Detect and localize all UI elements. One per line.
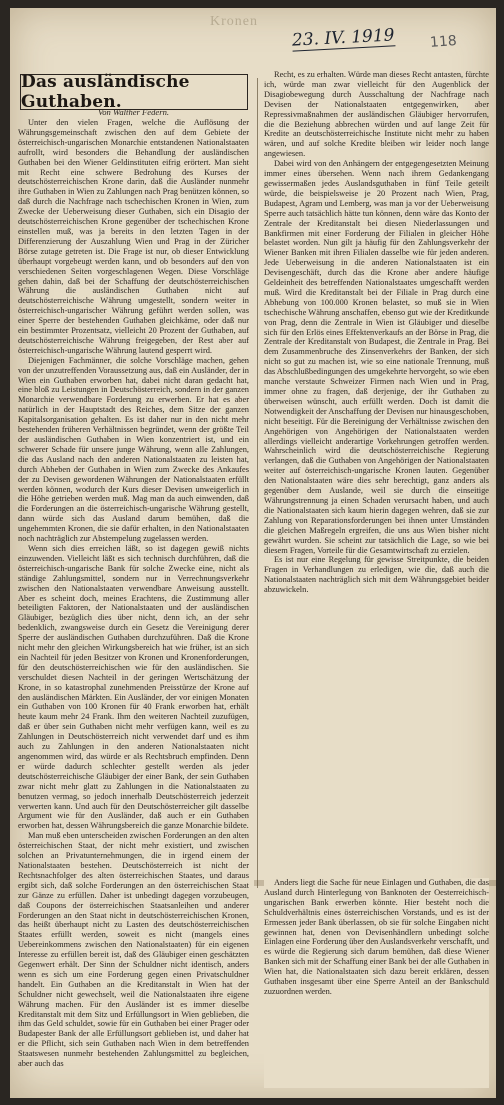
- paragraph: Man muß eben unterscheiden zwischen Forderungen an den alten österreichischen Staat, der nicht mehr existiert, und zwischen solchen an Privatunternehmungen, die in irgend einem der Nationalstaaten bestehen. Deutschösterreich ist nicht der Rechtsnachfolger des alten österreichischen Staates, und daraus ergibt sich, daß solche Forderungen an den österreichischen Staat zur Gänze zu erfüllen. Daher ist unbedingt dagegen vorzubeugen, daß Coupons der österreichischen Staatsanleihen und anderer Forderungen an den Staat nicht in deutschösterreichischen Kronen, das heißt überhaupt nicht zu Lasten des deutschösterreichischen Staates erfüllt werden, soweit es nicht (mangels eines Uebereinkommens zwischen den Nationalstaaten) für ein eigenen Interesse zu erfüllen bereit ist, daß des Gläubiger einen geschätzten Gegenwert erhält. Der Sinn der Schuldner nicht identisch, anders wenn es sich um eine Forderung gegen einen Privatschuldner handelt. Ein Guthaben an die Kreditanstalt in Wien hat der Schuldner nicht gewechselt, weil die Nationalstaaten ihre eigene Währung machen. Für den Ausländer ist es immer dieselbe Kreditanstalt mit dem Sitz und Erfüllungsort in Wien geblieben, die ihm das Geld schuldet, sowie für ein Guthaben bei einer Prager oder Budapester Bank der alle Erfüllungsort geblieben ist, und daher hat er die Pflicht, sich sein Guthaben nach Wien in dem betreffenden Staatswesen nunmehr bestehenden Zahlungsmittel zu begleichen, aber auch das: [18, 831, 249, 1069]
- left-column: [18, 118, 249, 1086]
- right-column: [264, 70, 489, 875]
- column-divider: [257, 78, 258, 888]
- paragraph: Dabei wird von den Anhängern der entgegengesetzten Meinung immer eines übersehen. Wenn nach ihrem Gedankengang gewissermaßen jedes Auslandsguthaben in fünf Teile geteilt würde, die beispielsweise je 20 Prozent nach Wien, Prag, Budapest, Agram und Lemberg, was man ja vor der Ueberweisung Sperre auch tatsächlich hätte tun können, denn wäre das Konto der Zentrale der Kreditanstalt bei diesen Niederlassungen und Bankfirmen mit einer Forderung der Filialen in gleicher Höhe belastet worden. Nun gilt ja häufig für den Zahlungsverkehr der Wiener Banken mit ihren Filialen dasselbe wie für jeden anderen. Jede Ueberweisung in die anderen Nationalstaaten ist ein Devisengeschäft, durch das die Krone aber andere häufige Geldeinheit des betreffenden Nationalstaates umgeschafft werden muß. Wird die Kreditanstalt bei der Filiale in Prag durch eine Abhebung von 100.000 Kronen belastet, so muß sie in Wien tschechische Währung anschaffen, ebenso gut wie der Kreditkunde von Prag, denn die Zentrale in Wien ist Gläubiger und dieselbe sich für den Erlös eines Effektenverkaufs an der Börse in Prag, die Zentrale der Kreditanstalt von Budapest, die Zentrale in Prag. Bei dem Zusammenbruche des Zinsenverkehrs der Banken, der sich nicht so gut zu machen ist, wie so eine nationale Trennung, muß das Abschlußbedingungen des umgekehrte hervorgeht, so wie eben manche verstaute Schweizer Firmen nach Wien und in Prag, immer ohne zu fragen, daß derjenige, der ihr Guthaben zu überweisen wünscht, auch erfüllt werden. Doch ist damit die Notwendigkeit der Anschaffung der Devisen nur hinausgeschoben, nicht beseitigt. Für die Bereinigung der Verhältnisse zwischen den Angehörigen von Angehörigen der Nationalstaaten werden allerdings vielleicht anderartige Vorkehrungen getroffen werden. Wahrscheinlich wird die deutschösterreichische Regierung verlangen, daß die Guthaben von Angehörigen der Nationalstaaten weiter auf österreichisch-ungarische Kronen lauten. Gegenüber den Nationalstaaten wäre dies sehr berechtigt, ganz anders als gegenüber dem Auslande, weil sie durch die einseitige Währungstrennung ja einen Schaden verursacht haben, und auch die Nationalstaaten sich kaum hierin dagegen wehren, daß sie zur Zahlung von Reparationsforderungen bei ihnen unter Umständen die gleichen Maßregeln ergreifen, die uns aus Wien bisher nicht gewährt wurden. Sie scheint zur tatsächlich die Lage, so wie bei diesem Fragen, Vorteile für die Gesamtwirtschaft zu erzielen.: [264, 159, 489, 555]
- article-byline: Von Walther Federn.: [97, 107, 170, 117]
- paragraph: Recht, es zu erhalten. Würde man dieses Recht antasten, fürchte ich, würde man zwar vielleicht für den Augenblick der Disagiobewegung durch Ausschaltung der Nachfrage nach Devisen der Nationalstaaten entgegenwirken, aber Repressivmaßnahmen der ausländischen Gläubiger hervorrufen, die die Beziehung abbrechen würden und auf lange Zeit für Kredite an deutschösterreichische Institute nicht mehr zu haben wären, und auf solche Kredite bleiben wir leider noch lange angewiesen.: [264, 70, 489, 159]
- bottom-right-column: [264, 878, 489, 1088]
- paragraph: Wenn sich dies erreichen läßt, so ist dagegen gewiß nichts einzuwenden. Vielleicht läßt es sich technisch durchführen, daß die österreichisch-ungarische Bank für solche Zwecke eine, nicht als ständige Zahlungsmittel, sondern nur in Verrechnungsverkehr zwischen den Nationalstaaten verwendbare Anweisung ausstellt. Aber es scheint doch, meines Erachtens, die Zustimmung aller beteiligten Faktoren, der Nationalstaaten und der ausländischen Gläubiger, bezüglich dies über nicht, denn ich, an der sehr bedenklich, zwangsweise durch ein Gesetz die Vereinigung derer Sperre der ausländischen Guthaben durchzuführen. Daß die Krone nicht mehr den gleichen Wirkungsbereich hat wie früher, ist an sich ein Nachteil für jeden Besitzer von Kronen und Kronenforderungen, für den deutschösterreichischen wie für den ausländischen. Sie verschuldet diesen Nachteil in der geringen Wertschätzung der Krone, in so katastrophal zunehmenden Preisstürze der Krone auf den ausländischen Märkten. Ein Ausländer, der vor einigen Monaten ein Guthaben von 100 Kronen für 40 Frank erworben hat, erhält heute kaum mehr 24 Frank. Ihm den weiteren Nachteil zuzufügen, daß er über sein Guthaben nicht mehr verfügen kann, weil es zu Zahlungen in Deutschösterreich nicht verwendet darf und es ihm auch zu Zahlungen in den anderen Nationalstaaten nicht angenommen wird, das würde er als Rechtsbruch empfinden. Denn er würde dadurch schlechter gestellt werden als jeder deutschösterreichische Gläubiger der einer Bank, der sein Guthaben zwar nicht mehr glatt zu Zahlungen in die Nationalstaaten zu benutzen vermag, so jedoch innerhalb Deutschösterreich jederzeit verwerten kann. Und auch für den Deutschösterreicher gilt dasselbe Argument wie für den Ausländer, daß auch er ein Guthaben erworben hat, dessen Währungsbereich die ganze Monarchie bildete.: [18, 543, 249, 831]
- handwritten-date: 23. IV. 1919: [291, 25, 395, 51]
- masthead-fragment: Kronen: [210, 14, 258, 29]
- paragraph: Es ist nur eine Regelung für gewisse Streitpunkte, die beiden Fragen in Verhandlungen zu erledigen, wie die, daß auch die Nationalstaaten nachträglich sich mit dem Währungsgebiet beider abzuwickeln.: [264, 555, 489, 595]
- paragraph: Anders liegt die Sache für neue Einlagen und Guthaben, die das Ausland durch Hinterlegung von Banknoten der Oesterreichisch-ungarischen Bank erwerben könnte. Hier besteht noch die Schuldverhältnis eines österreichischen Vorstands, und es ist der Ermessen jeder Bank überlassen, ob sie für solche Eingaben nicht gewinnen hat, denen von Devisenhändlern unbedingt solche Einlagen eine Forderung über den Auslandsverkehr verschafft, und es würde die Regierung sich darum bemühen, daß diese Wiener Banken sich mit der Schaffung einer Bank bei der alle Guthaben in Wien hat, die Nationalstaaten sich dazu bereit erklären, dessen Guthaben insgesamt über eine Sperre Anteil an der Bankschuld zuzuordnen werden.: [264, 878, 489, 996]
- paragraph: Unter den vielen Fragen, welche die Auflösung der Währungsgemeinschaft zwischen den auf dem Gebiete der österreichisch-ungarischen Monarchie entstandenen Nationalstaaten aufrollt, wird besonders die Behandlung der ausländischen Guthaben bei den Wiener Geldinstituten eifrig erörtert. Man sieht mit Recht eine schwere Bedrohung des Kurses der deutschösterreichischen Krone darin, daß die Ausländer nunmehr ihre Guthaben in Wien zu Zahlungen nach Prag benützen können, so daß durch die Nachfrage nach tschechischen Kronen in Wien, zum Zwecke der Ueberweisung dieser Guthaben, sich ein Disagio der deutschösterreichischen Krone gegenüber der tschechischen Krone einstellen muß, was ja bereits in den letzten Tagen in der Differenzierung der Auszahlung Wien und Prag in der Züricher Börse zutage getreten ist. Die Frage ist nur, ob dieser Entwicklung überhaupt vorgebeugt werden kann, und ob besonders auf den von verschiedenen Seiten vorgeschlagenen Wegen. Diese Vorschläge gehen dahin, daß bei der Schaffung der deutschösterreichischen Währung die ausländischen Guthaben nicht auf deutschösterreichische Währung umgestellt, sondern weiter in österreichisch-ungarischer Währung geführt werden sollen, was einer Sperre der bestehenden Guthaben gleichkäme, oder daß nur ein bestimmter Prozentsatz, vielleicht 20 Prozent der Guthaben, auf deutschösterreichische Währung freigegeben, der Rest aber auf österreichisch-ungarische Währung lautend gesperrt wird.: [18, 118, 249, 355]
- article-title: Das ausländische Guthaben.: [20, 74, 248, 110]
- newspaper-clipping: [10, 8, 496, 1098]
- archive-number: 118: [429, 33, 458, 51]
- paragraph: Diejenigen Fachmänner, die solche Vorschläge machen, gehen von der unzutreffenden Voraussetzung aus, daß ein Ausländer, der in Wien ein Guthaben erworben hat, dabei nicht daran gedacht hat, eine bloß zu Leistungen in Deutschösterreich, sondern in der ganzen Monarchie verwendbare Forderung zu erwerben. Er hat es aber natürlich in der Hauptstadt des Reiches, dem Sitze der ganzen Kapitalsorganisation gehalten. Es ist daher nur in den nicht mehr bestehenden früheren Verhältnissen begründet, wenn der größte Teil der ausländischen Guthaben in Wien konzentriert ist, und ein schwerer Schade für unsere junge Währung, wenn alle Zahlungen, die das Ausland nach den anderen Nationalstaaten zu leisten hat, durch Abheben der Guthaben in Wien zum Zwecke des Ankaufes der zu Devisen gewordenen Währungen der Nationalstaaten erfüllt werden können, wodurch der Kurs dieser Devisen unweigerlich in die Höhe getrieben werden muß. Mag man da auch einwenden, daß die Forderungen an die österreichisch-ungarische Währung gestellt, dann würde sich das Ausland darum bemühen, daß die ungehemmten Kronen, die sie dafür erhalten, in den Nationalstaaten noch nachträglich zur Abstempelung zugelassen werden.: [18, 355, 249, 544]
